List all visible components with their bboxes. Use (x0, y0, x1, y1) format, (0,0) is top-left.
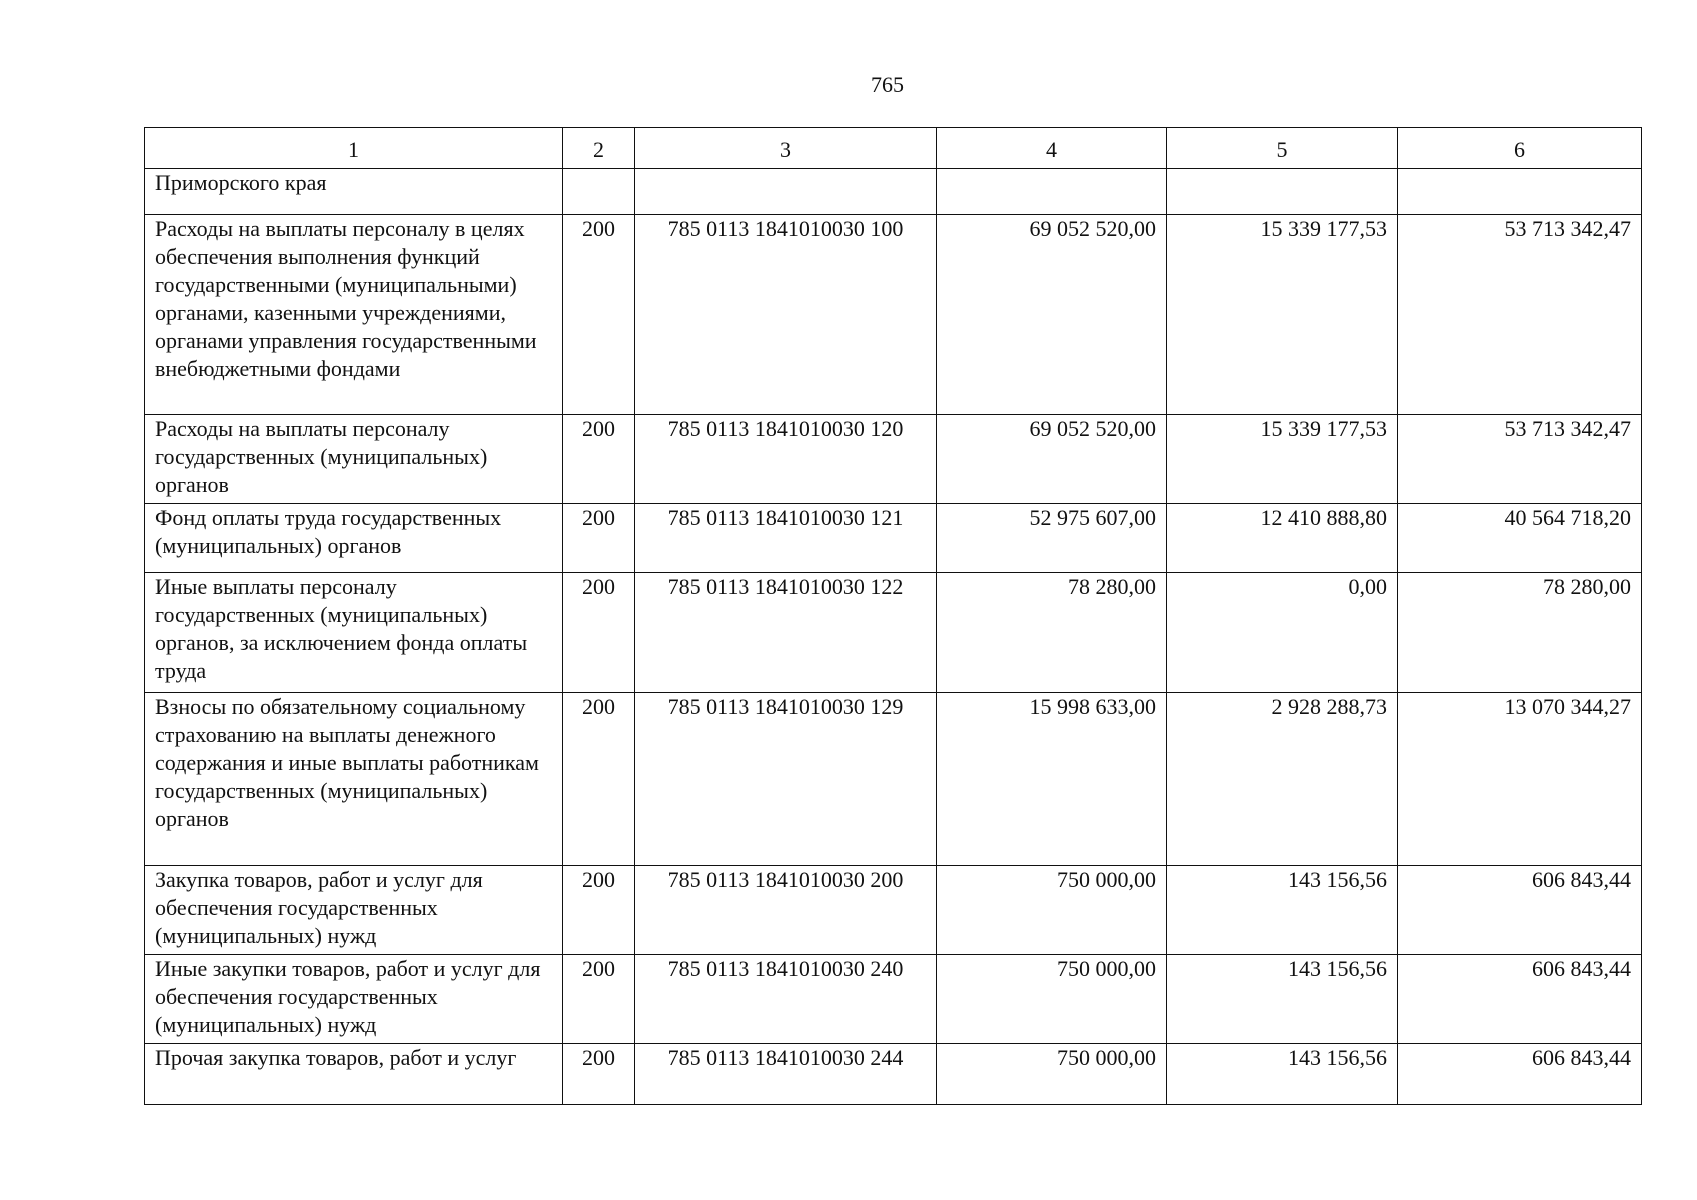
row-code: 200 (563, 504, 635, 573)
row-unexecuted: 13 070 344,27 (1398, 693, 1642, 866)
row-code: 200 (563, 573, 635, 693)
row-unexecuted: 606 843,44 (1398, 866, 1642, 955)
row-approved: 69 052 520,00 (937, 415, 1167, 504)
table-row (145, 415, 1642, 504)
row-executed: 15 339 177,53 (1167, 215, 1398, 415)
row-unexecuted: 40 564 718,20 (1398, 504, 1642, 573)
row-executed: 0,00 (1167, 573, 1398, 693)
row-code: 200 (563, 215, 635, 415)
column-header: 2 (563, 128, 635, 169)
row-approved: 15 998 633,00 (937, 693, 1167, 866)
row-approved (937, 169, 1167, 215)
budget-execution-table (144, 127, 1642, 1105)
row-name: Расходы на выплаты персоналу в целях обеспечения выполнения функций государственными (муниципальными) органами, казенными учреждениями, органами управления государственными внебюджетными фондами (145, 215, 563, 415)
row-approved: 52 975 607,00 (937, 504, 1167, 573)
row-code: 200 (563, 415, 635, 504)
row-executed (1167, 169, 1398, 215)
row-unexecuted: 53 713 342,47 (1398, 215, 1642, 415)
row-approved: 750 000,00 (937, 866, 1167, 955)
column-header: 5 (1167, 128, 1398, 169)
row-classification: 785 0113 1841010030 200 (635, 866, 937, 955)
row-classification: 785 0113 1841010030 100 (635, 215, 937, 415)
row-classification (635, 169, 937, 215)
row-name: Иные выплаты персоналу государственных (муниципальных) органов, за исключением фонда оплаты труда (145, 573, 563, 693)
row-classification: 785 0113 1841010030 240 (635, 955, 937, 1044)
row-approved: 750 000,00 (937, 955, 1167, 1044)
row-code: 200 (563, 693, 635, 866)
row-code (563, 169, 635, 215)
row-unexecuted (1398, 169, 1642, 215)
header-row (145, 128, 1642, 169)
row-executed: 143 156,56 (1167, 1044, 1398, 1105)
column-header: 6 (1398, 128, 1642, 169)
row-classification: 785 0113 1841010030 120 (635, 415, 937, 504)
row-classification: 785 0113 1841010030 122 (635, 573, 937, 693)
row-name: Расходы на выплаты персоналу государственных (муниципальных) органов (145, 415, 563, 504)
table-row (145, 1044, 1642, 1105)
row-approved: 69 052 520,00 (937, 215, 1167, 415)
row-unexecuted: 53 713 342,47 (1398, 415, 1642, 504)
row-executed: 143 156,56 (1167, 955, 1398, 1044)
row-unexecuted: 606 843,44 (1398, 1044, 1642, 1105)
row-name: Фонд оплаты труда государственных (муниципальных) органов (145, 504, 563, 573)
table-row (145, 169, 1642, 215)
row-executed: 2 928 288,73 (1167, 693, 1398, 866)
row-code: 200 (563, 955, 635, 1044)
table-row (145, 215, 1642, 415)
row-approved: 78 280,00 (937, 573, 1167, 693)
row-name: Прочая закупка товаров, работ и услуг (145, 1044, 563, 1105)
page-number: 765 (871, 72, 904, 97)
table-row (145, 866, 1642, 955)
table-row (145, 693, 1642, 866)
row-name: Приморского края (145, 169, 563, 215)
row-executed: 15 339 177,53 (1167, 415, 1398, 504)
column-header: 1 (145, 128, 563, 169)
column-header: 3 (635, 128, 937, 169)
row-classification: 785 0113 1841010030 121 (635, 504, 937, 573)
table-row (145, 504, 1642, 573)
row-name: Закупка товаров, работ и услуг для обеспечения государственных (муниципальных) нужд (145, 866, 563, 955)
row-approved: 750 000,00 (937, 1044, 1167, 1105)
row-classification: 785 0113 1841010030 244 (635, 1044, 937, 1105)
row-code: 200 (563, 866, 635, 955)
row-unexecuted: 78 280,00 (1398, 573, 1642, 693)
row-executed: 143 156,56 (1167, 866, 1398, 955)
row-executed: 12 410 888,80 (1167, 504, 1398, 573)
row-name: Иные закупки товаров, работ и услуг для обеспечения государственных (муниципальных) нужд (145, 955, 563, 1044)
row-name: Взносы по обязательному социальному страхованию на выплаты денежного содержания и иные выплаты работникам государственных (муниципальных) органов (145, 693, 563, 866)
column-header: 4 (937, 128, 1167, 169)
row-unexecuted: 606 843,44 (1398, 955, 1642, 1044)
table-row (145, 955, 1642, 1044)
row-code: 200 (563, 1044, 635, 1105)
table-row (145, 573, 1642, 693)
row-classification: 785 0113 1841010030 129 (635, 693, 937, 866)
